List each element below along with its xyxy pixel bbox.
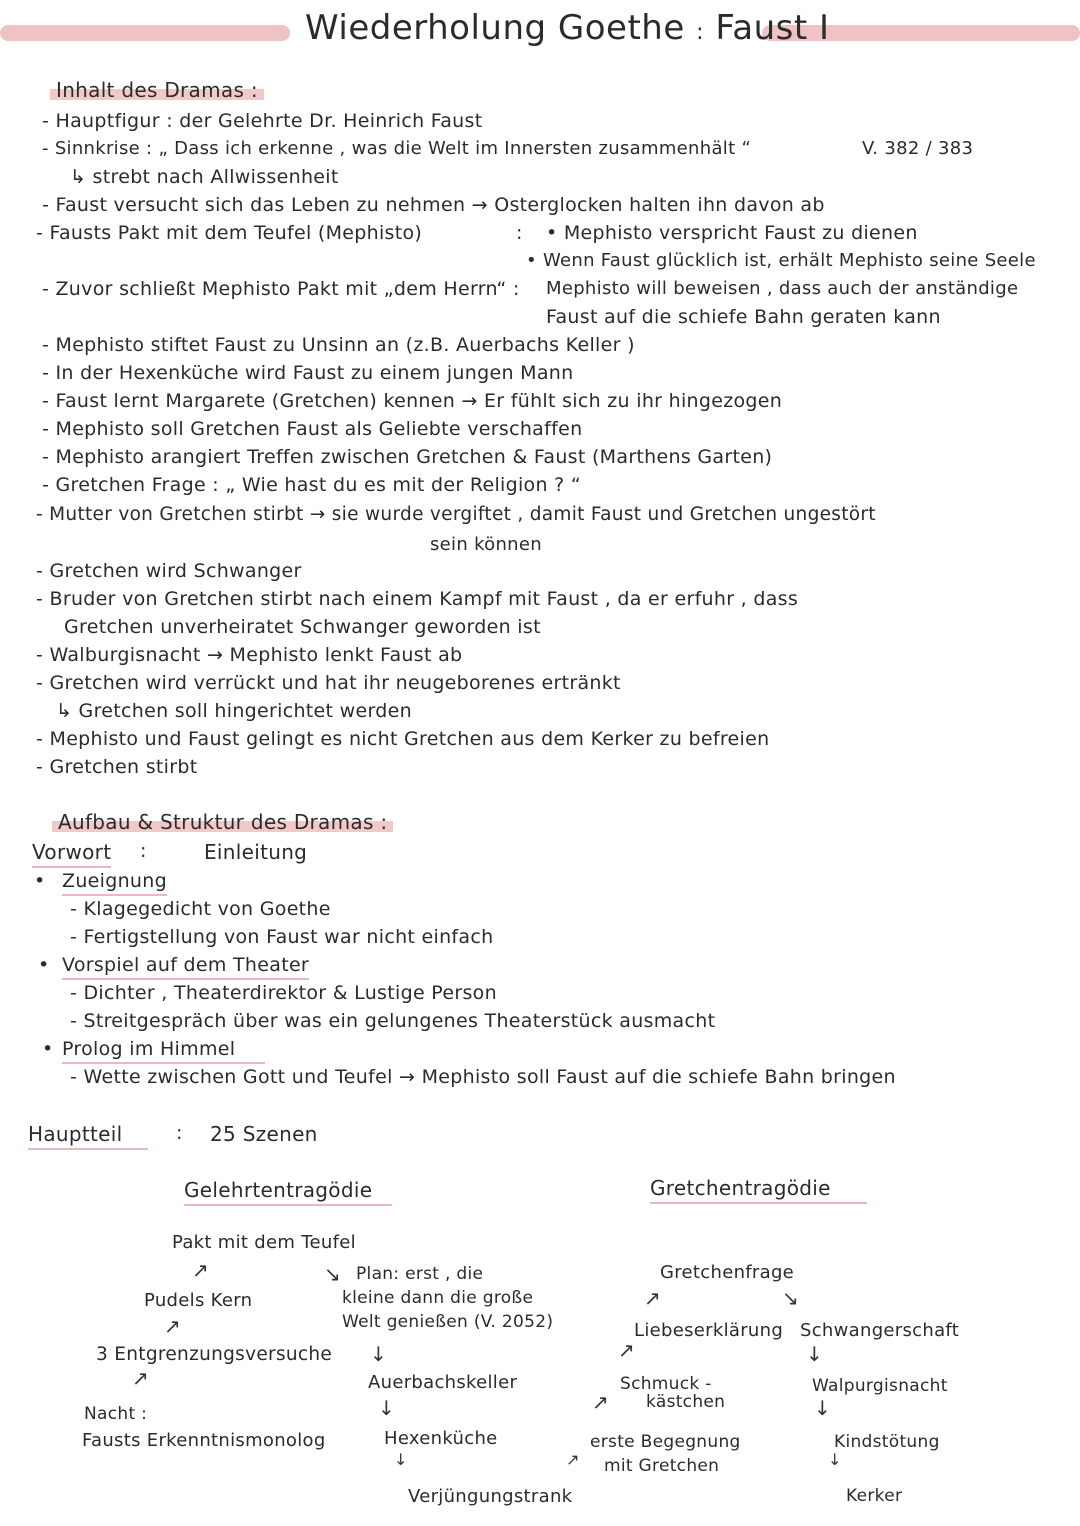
inhalt-line-treffen: - Mephisto arangiert Treffen zwischen Gretchen & Faust (Marthens Garten) bbox=[42, 446, 773, 468]
node-pakt-mit-teufel: Pakt mit dem Teufel bbox=[172, 1232, 356, 1253]
inhalt-line-schwanger: - Gretchen wird Schwanger bbox=[36, 560, 302, 582]
node-gretchenfrage: Gretchenfrage bbox=[660, 1262, 795, 1283]
arrow-up-icon: ↗ bbox=[618, 1338, 635, 1362]
vorspiel-title: Vorspiel auf dem Theater bbox=[62, 954, 309, 980]
bullet-zueignung: • bbox=[34, 870, 46, 892]
title-separator: : bbox=[696, 20, 705, 45]
prolog-title: Prolog im Himmel bbox=[62, 1038, 265, 1064]
node-verjuengungstrank: Verjüngungstrank bbox=[408, 1486, 573, 1507]
inhalt-line-mutter-cont: sein können bbox=[430, 534, 542, 555]
inhalt-herrn-detail-1: Mephisto will beweisen , dass auch der anständige bbox=[546, 278, 1019, 299]
hauptteil-value: 25 Szenen bbox=[210, 1122, 318, 1146]
inhalt-line-hexenkueche: - In der Hexenküche wird Faust zu einem jungen Mann bbox=[42, 362, 574, 384]
zueignung-item-1: - Klagegedicht von Goethe bbox=[70, 898, 331, 920]
inhalt-line-unsinn: - Mephisto stiftet Faust zu Unsinn an (z.B. Auerbachs Keller ) bbox=[42, 334, 635, 356]
node-plan-line-1: Plan: erst , die bbox=[356, 1264, 484, 1284]
node-hexenkueche: Hexenküche bbox=[384, 1428, 498, 1449]
arrow-up-icon: ↗ bbox=[132, 1366, 149, 1390]
node-schwangerschaft: Schwangerschaft bbox=[800, 1320, 960, 1341]
inhalt-verse-ref: V. 382 / 383 bbox=[862, 138, 974, 159]
title-part-1: Wiederholung bbox=[305, 8, 547, 48]
node-begegnung-line-2: mit Gretchen bbox=[604, 1456, 720, 1476]
arrow-up-icon: ↗ bbox=[644, 1286, 661, 1310]
node-kindstoetung: Kindstötung bbox=[834, 1432, 940, 1452]
hauptteil-colon: : bbox=[176, 1122, 183, 1144]
title-decoration-left bbox=[0, 25, 290, 41]
section-heading-aufbau: Aufbau & Struktur des Dramas : bbox=[52, 810, 393, 834]
inhalt-pakt-detail-2: • Wenn Faust glücklich ist, erhält Mephisto seine Seele bbox=[526, 250, 1036, 271]
inhalt-line-stirbt: - Gretchen stirbt bbox=[36, 756, 198, 778]
inhalt-line-bruder: - Bruder von Gretchen stirbt nach einem Kampf mit Faust , da er erfuhr , dass bbox=[36, 588, 799, 610]
node-nacht: Nacht : bbox=[84, 1404, 148, 1424]
node-erkenntnismonolog: Fausts Erkenntnismonolog bbox=[82, 1430, 326, 1451]
bullet-vorspiel: • bbox=[38, 954, 50, 976]
inhalt-line-pakt: - Fausts Pakt mit dem Teufel (Mephisto) bbox=[36, 222, 423, 244]
inhalt-pakt-detail-1: • Mephisto verspricht Faust zu dienen bbox=[546, 222, 918, 244]
node-begegnung-line-1: erste Begegnung bbox=[590, 1432, 741, 1452]
node-schmuck-line-1: Schmuck - bbox=[620, 1374, 712, 1394]
gretchentragoedie-title: Gretchentragödie bbox=[650, 1176, 867, 1204]
zueignung-title: Zueignung bbox=[62, 870, 167, 896]
arrow-down-right-icon: ↘ bbox=[324, 1262, 341, 1286]
arrow-down-icon: ↓ bbox=[806, 1342, 823, 1366]
bullet-prolog: • bbox=[42, 1038, 54, 1060]
vorwort-label: Vorwort bbox=[32, 840, 111, 868]
node-plan-line-3: Welt genießen (V. 2052) bbox=[342, 1312, 554, 1332]
vorwort-colon: : bbox=[140, 840, 147, 862]
node-liebeserklaerung: Liebeserklärung bbox=[634, 1320, 784, 1341]
inhalt-herrn-detail-2: Faust auf die schiefe Bahn geraten kann bbox=[546, 306, 941, 328]
inhalt-line-verrueckt: - Gretchen wird verrückt und hat ihr neugeborenes ertränkt bbox=[36, 672, 621, 694]
page-title bbox=[305, 8, 830, 48]
vorwort-value: Einleitung bbox=[204, 840, 308, 864]
inhalt-line-gretchenfrage: - Gretchen Frage : „ Wie hast du es mit der Religion ? “ bbox=[42, 474, 582, 496]
arrow-down-icon: ↓ bbox=[370, 1342, 387, 1366]
prolog-item-1: - Wette zwischen Gott und Teufel → Mephisto soll Faust auf die schiefe Bahn bringen bbox=[70, 1066, 896, 1088]
arrow-down-right-icon: ↘ bbox=[782, 1286, 799, 1310]
hauptteil-label: Hauptteil bbox=[28, 1122, 148, 1150]
node-schmuck-line-2: kästchen bbox=[646, 1392, 726, 1412]
inhalt-line-kerker: - Mephisto und Faust gelingt es nicht Gretchen aus dem Kerker zu befreien bbox=[36, 728, 770, 750]
inhalt-line-geliebte: - Mephisto soll Gretchen Faust als Geliebte verschaffen bbox=[42, 418, 583, 440]
inhalt-line-sinnkrise: - Sinnkrise : „ Dass ich erkenne , was die Welt im Innersten zusammenhält “ bbox=[42, 138, 752, 159]
vorspiel-item-2: - Streitgespräch über was ein gelungenes Theaterstück ausmacht bbox=[70, 1010, 716, 1032]
gelehrtentragoedie-title: Gelehrtentragödie bbox=[184, 1178, 392, 1206]
zueignung-item-2: - Fertigstellung von Faust war nicht einfach bbox=[70, 926, 494, 948]
node-pudels-kern: Pudels Kern bbox=[144, 1290, 253, 1311]
inhalt-line-margarete: - Faust lernt Margarete (Gretchen) kennen → Er fühlt sich zu ihr hingezogen bbox=[42, 390, 783, 412]
node-auerbachskeller: Auerbachskeller bbox=[368, 1372, 518, 1393]
arrow-up-icon: ↗ bbox=[164, 1314, 181, 1338]
arrow-down-icon: ↓ bbox=[378, 1396, 395, 1420]
title-part-2: Goethe bbox=[557, 8, 685, 48]
arrow-down-icon: ↓ bbox=[814, 1396, 831, 1420]
arrow-down-icon: ↓ bbox=[394, 1450, 408, 1469]
arrow-up-icon: ↗ bbox=[566, 1450, 580, 1469]
arrow-up-icon: ↗ bbox=[592, 1390, 609, 1414]
title-part-3: Faust I bbox=[715, 8, 830, 48]
node-kerker: Kerker bbox=[846, 1486, 903, 1506]
inhalt-line-hauptfigur: - Hauptfigur : der Gelehrte Dr. Heinrich Faust bbox=[42, 110, 483, 132]
node-walpurgisnacht: Walpurgisnacht bbox=[812, 1376, 948, 1396]
inhalt-line-allwissenheit: ↳ strebt nach Allwissenheit bbox=[70, 166, 339, 188]
inhalt-line-hingerichtet: ↳ Gretchen soll hingerichtet werden bbox=[56, 700, 412, 722]
inhalt-line-leben: - Faust versucht sich das Leben zu nehmen → Osterglocken halten ihn davon ab bbox=[42, 194, 825, 216]
inhalt-line-mutter: - Mutter von Gretchen stirbt → sie wurde vergiftet , damit Faust und Gretchen ungestört bbox=[36, 504, 876, 525]
inhalt-pakt-colon: : bbox=[516, 222, 523, 244]
arrow-down-icon: ↓ bbox=[828, 1450, 842, 1469]
inhalt-line-walburgisnacht: - Walburgisnacht → Mephisto lenkt Faust ab bbox=[36, 644, 463, 666]
node-plan-line-2: kleine dann die große bbox=[342, 1288, 534, 1308]
inhalt-line-herrn: - Zuvor schließt Mephisto Pakt mit „dem Herrn“ : bbox=[42, 278, 520, 300]
inhalt-line-bruder-cont: Gretchen unverheiratet Schwanger geworden ist bbox=[64, 616, 541, 638]
vorspiel-item-1: - Dichter , Theaterdirektor & Lustige Person bbox=[70, 982, 497, 1004]
arrow-up-icon: ↗ bbox=[192, 1258, 209, 1282]
section-heading-inhalt: Inhalt des Dramas : bbox=[50, 78, 264, 102]
node-entgrenzungsversuche: 3 Entgrenzungsversuche bbox=[96, 1344, 333, 1365]
